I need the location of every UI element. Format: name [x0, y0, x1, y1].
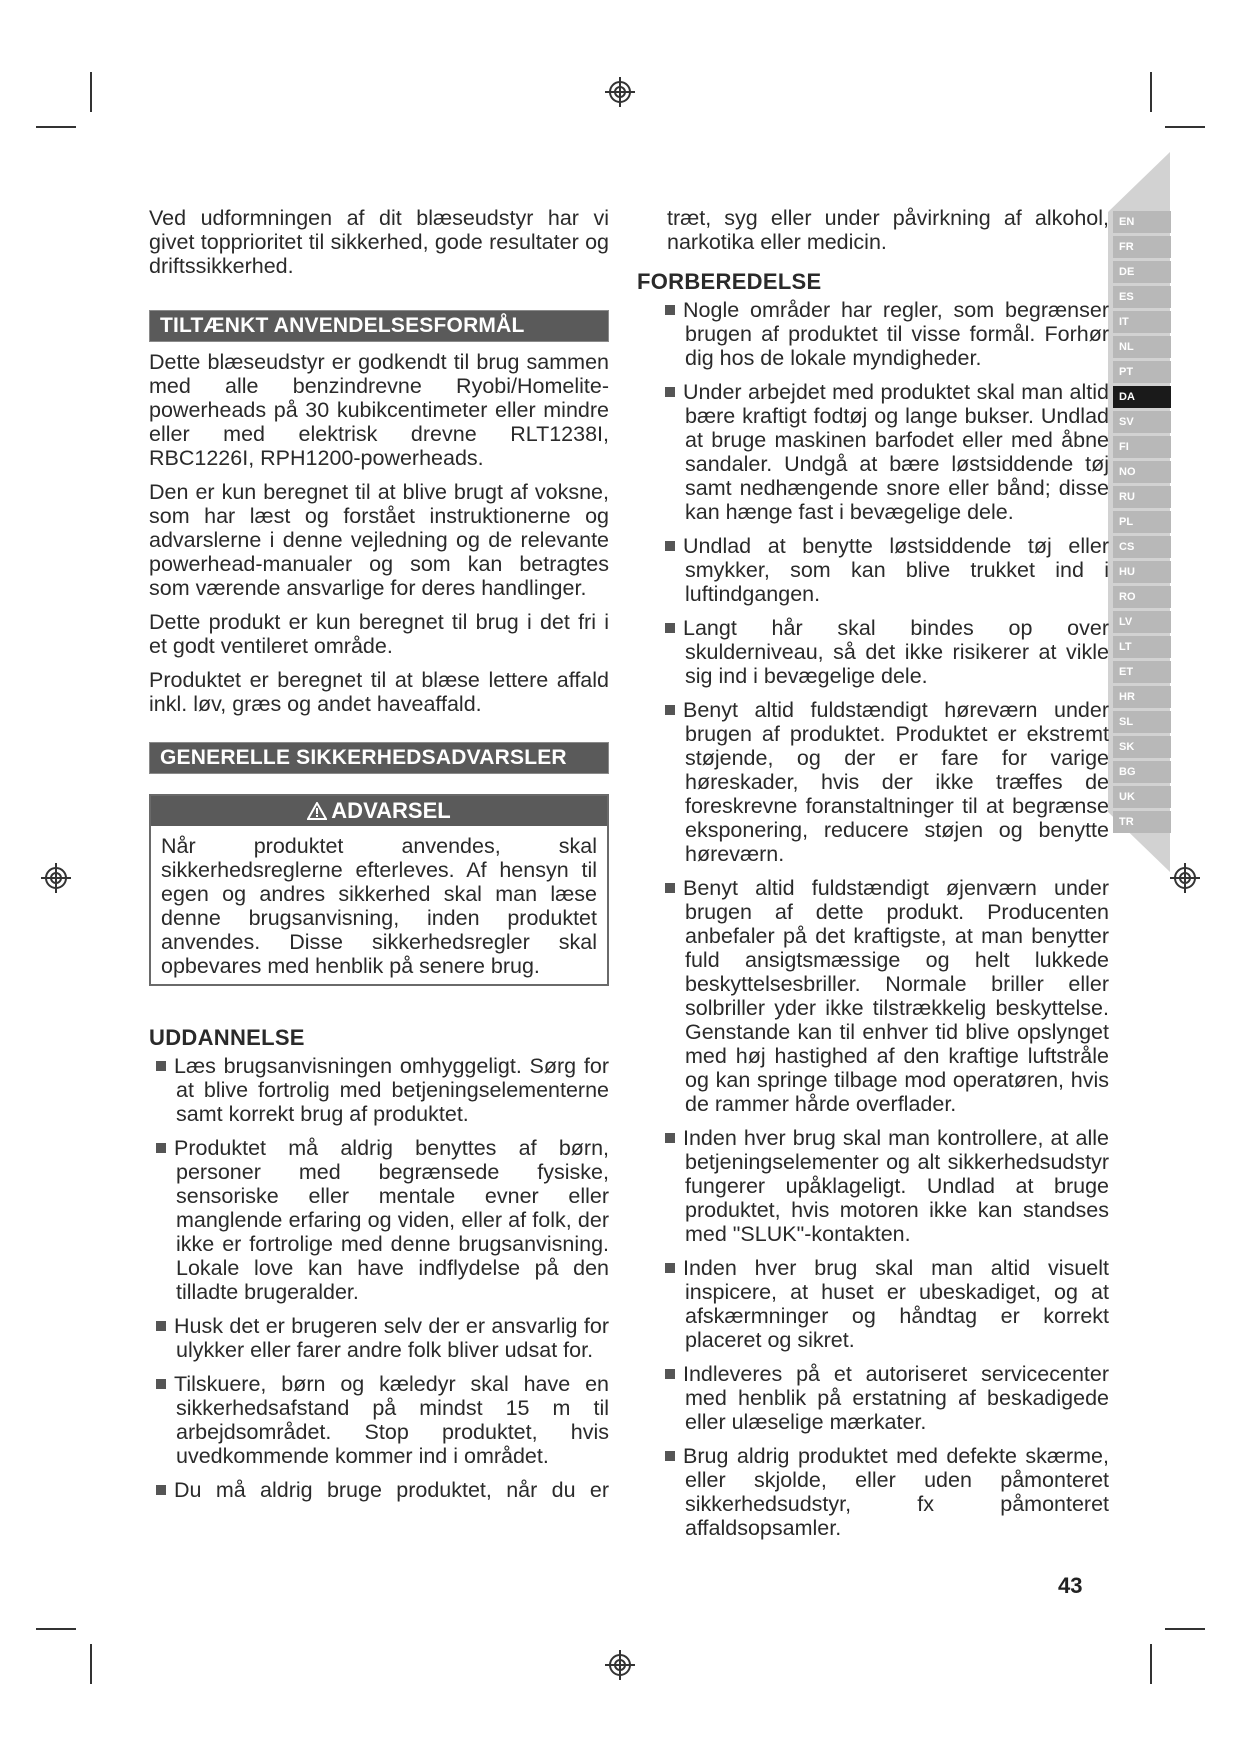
language-tab-hu[interactable]: HU: [1113, 561, 1171, 583]
crop-mark-bottom-left-h: [36, 1628, 76, 1630]
list-item: Nogle områder har regler, som begrænser brugen af produktet til visse formål. Forhør dig hos de lokale myndigheder.: [677, 298, 1109, 370]
language-tab-pl[interactable]: PL: [1113, 511, 1171, 533]
list-item: Læs brugsanvisningen omhyggeligt. Sørg for at blive fortrolig med betjeningselementerne samt korrekt brug af produktet.: [149, 1054, 609, 1126]
language-tab-cs[interactable]: CS: [1113, 536, 1171, 558]
list-item: Under arbejdet med produktet skal man altid bære kraftigt fodtøj og lange bukser. Undlad at bruge maskinen barfodet eller med åbne sandaler. Undgå at bære løstsiddende tøj samt nedhængende snore eller bånd; disse kan hænge fast i bevægelige dele.: [677, 380, 1109, 524]
list-item: Produktet må aldrig benyttes af børn, personer med begrænsede fysiske, sensoriske eller mentale evner eller manglende erfaring og viden, eller af folk, der ikke er fortrolige med denne brugsanvisning. Lokale love kan have indflydelse på den tilladte brugeralder.: [149, 1136, 609, 1304]
bullet-square-icon: [665, 1263, 675, 1273]
list-item: Benyt altid fuldstændigt øjenværn under brugen af dette produkt. Producenten anbefaler på det kraftigste, at man benytter fuld ansigtsmæssige og helt lukkede beskyttelsesbriller. Normale briller eller solbriller yder ikke tilstrækkelig beskyttelse. Genstande kan til enhver tid blive opslynget med høj hastighed af den kraftige luftstråle og kan springe tilbage mod operatøren, hvis de rammer hårde overflader.: [677, 876, 1109, 1116]
warning-title: ADVARSEL: [331, 798, 451, 823]
intro-paragraph: Ved udformningen af dit blæseudstyr har vi givet topprioritet til sikkerhed, gode resultater og driftssikkerhed.: [149, 206, 609, 278]
list-item: Inden hver brug skal man altid visuelt inspicere, at huset er ubeskadiget, og at afskærmninger og håndtag er korrekt placeret og sikret.: [677, 1256, 1109, 1352]
crop-mark-top-left-h: [36, 126, 76, 128]
bullet-square-icon: [156, 1485, 166, 1495]
intended-use-paragraph: Dette blæseudstyr er godkendt til brug sammen med alle benzindrevne Ryobi/Homelite-powerheads på 30 kubikcentimeter eller mindre eller med elektrisk drevne RLT1238I, RBC1226I, RPH1200-powerheads.: [149, 350, 609, 470]
language-tab-et[interactable]: ET: [1113, 661, 1171, 683]
warning-text: Når produktet anvendes, skal sikkerhedsreglerne efterleves. Af hensyn til egen og andres sikkerhed skal man læse denne brugsanvisning, inden produktet anvendes. Disse sikkerhedsregler skal opbevares med henblik på senere brug.: [161, 834, 597, 978]
bullet-square-icon: [665, 387, 675, 397]
list-item: Brug aldrig produktet med defekte skærme, eller skjolde, eller uden påmonteret sikkerhedsudstyr, fx påmonteret affaldsopsamler.: [677, 1444, 1109, 1540]
language-tab-fi[interactable]: FI: [1113, 436, 1171, 458]
intended-use-paragraph: Produktet er beregnet til at blæse lettere affald inkl. løv, græs og andet haveaffald.: [149, 668, 609, 716]
crop-mark-bottom-right-h: [1165, 1628, 1205, 1630]
language-tab-pt[interactable]: PT: [1113, 361, 1171, 383]
registration-target-icon: [605, 77, 635, 107]
continuation-paragraph: træt, syg eller under påvirkning af alkohol, narkotika eller medicin.: [667, 206, 1109, 254]
language-tab-sv[interactable]: SV: [1113, 411, 1171, 433]
list-item: Inden hver brug skal man kontrollere, at alle betjeningselementer og alt sikkerhedsudstyr fungerer upåklageligt. Undlad at bruge produktet, hvis motoren ikke kan standses med "SLUK"-kontakten.: [677, 1126, 1109, 1246]
list-item: Benyt altid fuldstændigt høreværn under brugen af produktet. Produktet er ekstremt støjende, og der er fare for varige høreskader, hvis der ikke træffes de foreskrevne foranstaltninger til at begrænse eksponering, reducere støjen og benytte høreværn.: [677, 698, 1109, 866]
crop-mark-top-right-v: [1150, 72, 1152, 112]
crop-mark-top-right-h: [1165, 126, 1205, 128]
list-item: Husk det er brugeren selv der er ansvarlig for ulykker eller farer andre folk bliver udsat for.: [149, 1314, 609, 1362]
list-item: Undlad at benytte løstsiddende tøj eller smykker, som kan blive trukket ind i luftindgangen.: [677, 534, 1109, 606]
warning-triangle-icon: [307, 802, 327, 820]
registration-target-icon: [605, 1650, 635, 1680]
left-column: [149, 206, 609, 1512]
section-title-training: UDDANNELSE: [149, 1025, 305, 1050]
language-tab-es[interactable]: ES: [1113, 286, 1171, 308]
section-title-intended-use: TILTÆNKT ANVENDELSESFORMÅL: [149, 310, 609, 342]
bullet-square-icon: [665, 1451, 675, 1461]
warning-header: [151, 796, 607, 826]
language-tab-da[interactable]: DA: [1113, 386, 1171, 408]
warning-box: [149, 794, 609, 986]
right-column: [637, 206, 1109, 1550]
language-tab-sl[interactable]: SL: [1113, 711, 1171, 733]
language-tab-it[interactable]: IT: [1113, 311, 1171, 333]
crop-mark-top-left-v: [90, 72, 92, 112]
intended-use-paragraph: Den er kun beregnet til at blive brugt af voksne, som har læst og forstået instruktionerne og advarslerne i denne vejledning og de relevante powerhead-manualer og som kan betragtes som værende ansvarlige for deres handlinger.: [149, 480, 609, 600]
section-title-general-safety: GENERELLE SIKKERHEDSADVARSLER: [149, 742, 609, 774]
language-tab-en[interactable]: EN: [1113, 211, 1171, 233]
language-tab-fr[interactable]: FR: [1113, 236, 1171, 258]
language-tab-tr[interactable]: TR: [1113, 811, 1171, 833]
language-tab-nl[interactable]: NL: [1113, 336, 1171, 358]
bullet-square-icon: [665, 1133, 675, 1143]
language-tab-bg[interactable]: BG: [1113, 761, 1171, 783]
language-tab-ro[interactable]: RO: [1113, 586, 1171, 608]
bullet-square-icon: [665, 883, 675, 893]
registration-target-icon: [41, 863, 71, 893]
language-tab-no[interactable]: NO: [1113, 461, 1171, 483]
language-tab-hr[interactable]: HR: [1113, 686, 1171, 708]
language-tab-lt[interactable]: LT: [1113, 636, 1171, 658]
language-tab-ru[interactable]: RU: [1113, 486, 1171, 508]
list-item: Tilskuere, børn og kæledyr skal have en sikkerhedsafstand på mindst 15 m til arbejdsområdet. Stop produktet, hvis uvedkommende kommer ind i området.: [149, 1372, 609, 1468]
bullet-square-icon: [156, 1143, 166, 1153]
bullet-square-icon: [665, 705, 675, 715]
bullet-square-icon: [156, 1061, 166, 1071]
bullet-square-icon: [665, 623, 675, 633]
language-tab-uk[interactable]: UK: [1113, 786, 1171, 808]
page-number: 43: [1058, 1573, 1083, 1598]
list-item: Langt hår skal bindes op over skulderniveau, så det ikke risikerer at vikle sig ind i bevægelige dele.: [677, 616, 1109, 688]
list-item: Du må aldrig bruge produktet, når du er: [149, 1478, 609, 1502]
bullet-square-icon: [665, 541, 675, 551]
language-tab-sk[interactable]: SK: [1113, 736, 1171, 758]
crop-mark-bottom-left-v: [90, 1644, 92, 1684]
bullet-square-icon: [665, 305, 675, 315]
bullet-square-icon: [665, 1369, 675, 1379]
bullet-square-icon: [156, 1379, 166, 1389]
list-item: Indleveres på et autoriseret servicecenter med henblik på erstatning af beskadigede eller ulæselige mærkater.: [677, 1362, 1109, 1434]
section-title-preparation: FORBEREDELSE: [637, 269, 822, 294]
language-tab-de[interactable]: DE: [1113, 261, 1171, 283]
crop-mark-bottom-right-v: [1150, 1644, 1152, 1684]
bullet-square-icon: [156, 1321, 166, 1331]
intended-use-paragraph: Dette produkt er kun beregnet til brug i det fri i et godt ventileret område.: [149, 610, 609, 658]
language-tab-lv[interactable]: LV: [1113, 611, 1171, 633]
